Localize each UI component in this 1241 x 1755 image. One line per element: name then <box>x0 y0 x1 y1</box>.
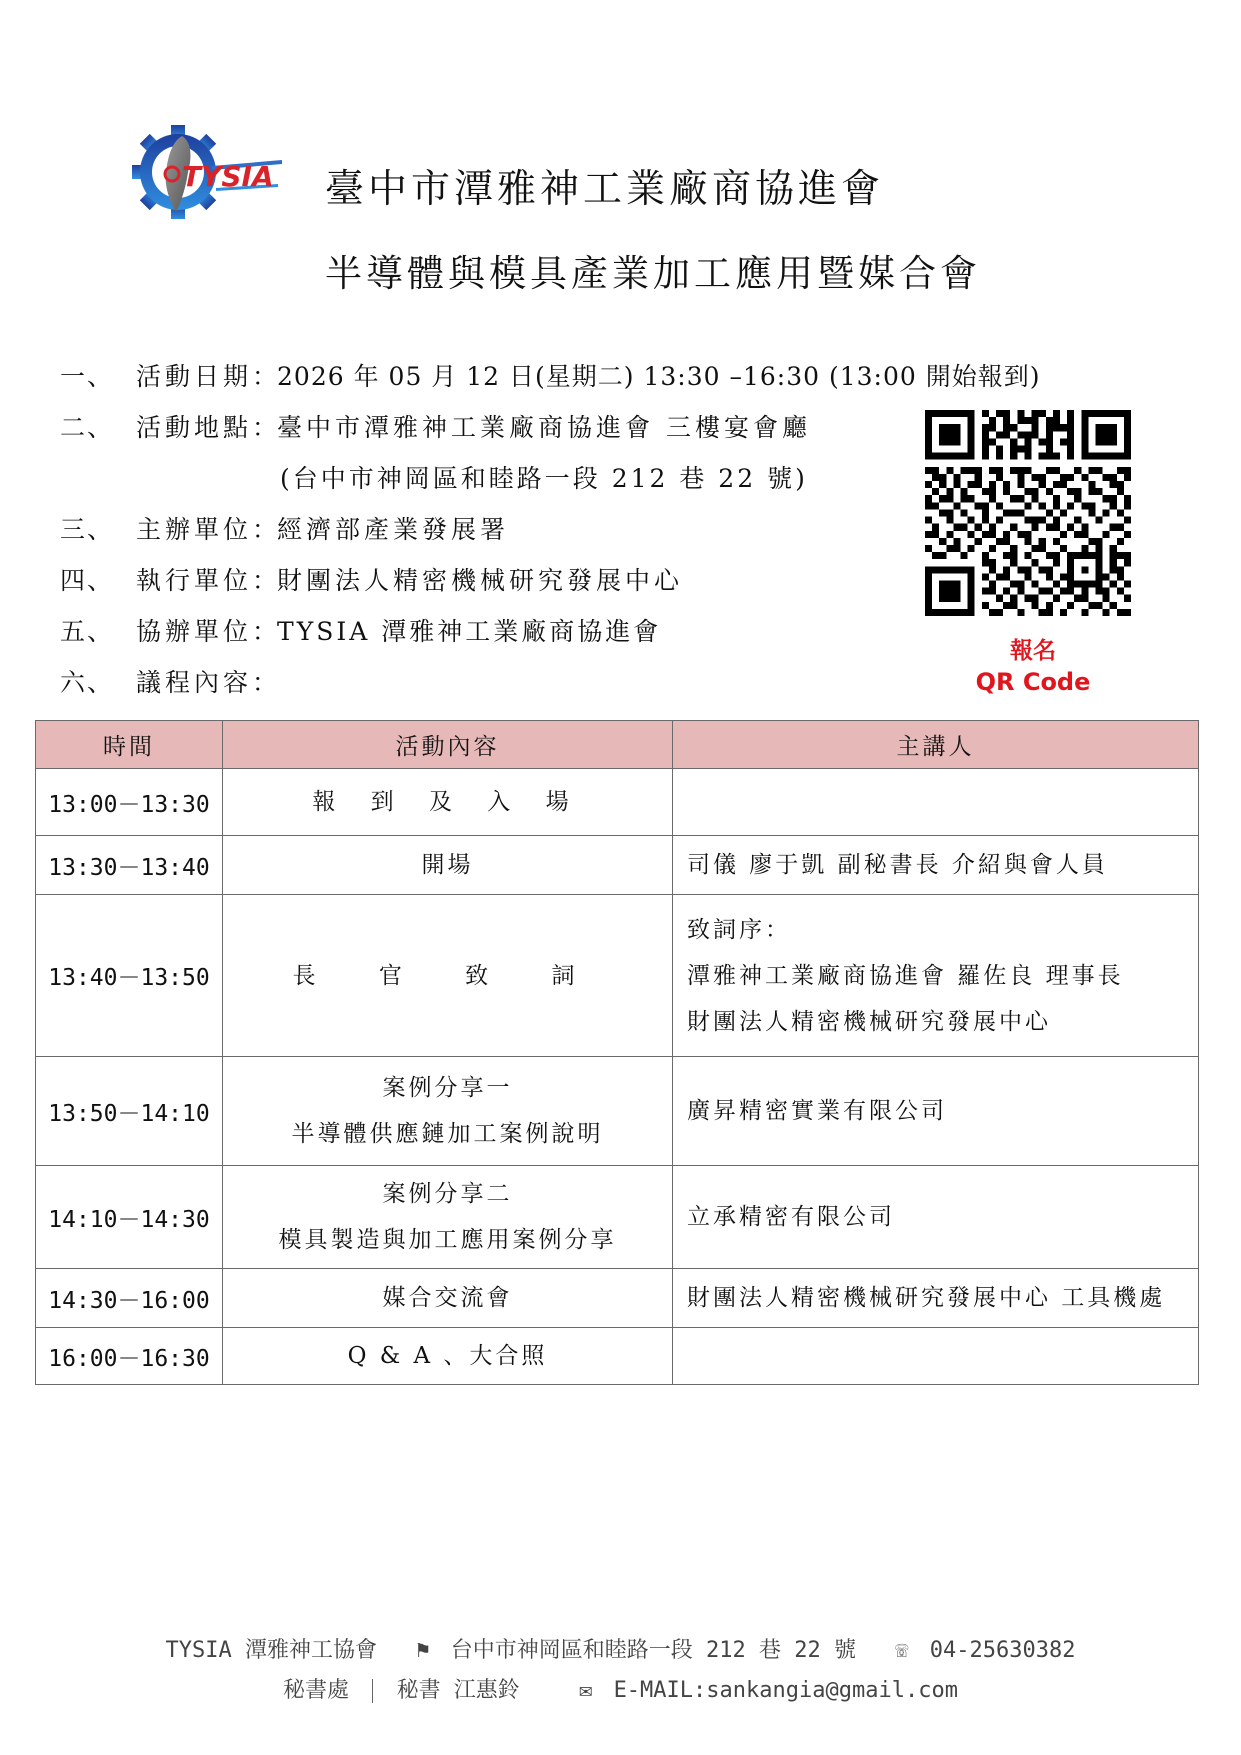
info-value-co-organizer: TYSIA 潭雅神工業廠商協進會 <box>277 617 662 646</box>
activity-text: 案例分享二 <box>382 1181 513 1207</box>
table-row <box>36 1328 1199 1385</box>
colon: ： <box>252 515 278 544</box>
info-number: 四、 <box>60 566 115 595</box>
time-cell: 13:40－13:50 <box>36 895 223 1057</box>
activity-cell <box>223 1269 673 1328</box>
time-cell: 13:50－14:10 <box>36 1057 223 1166</box>
info-label: 議程內容 <box>136 668 253 697</box>
time-cell: 13:30－13:40 <box>36 836 223 895</box>
speaker-cell <box>673 1269 1199 1328</box>
info-number: 五、 <box>60 617 115 646</box>
time-cell: 14:30－16:00 <box>36 1269 223 1328</box>
info-row-date <box>60 355 1040 395</box>
footer-address: 台中市神岡區和睦路一段 212 巷 22 號 <box>450 1638 856 1663</box>
colon: ： <box>252 566 278 595</box>
qr-caption-register: 報名 <box>1010 638 1056 664</box>
activity-text: 媒合交流會 <box>382 1285 513 1311</box>
column-header-speaker: 主講人 <box>673 721 1199 769</box>
table-row <box>36 1166 1199 1269</box>
activity-cell <box>223 1328 673 1385</box>
table-row <box>36 1269 1199 1328</box>
info-value-organizer: 經濟部產業發展署 <box>277 515 510 544</box>
footer-contact: 秘書 江惠鈴 <box>396 1678 520 1703</box>
table-row <box>36 769 1199 836</box>
gear-logo-icon <box>132 124 284 220</box>
speaker-text: 立承精密有限公司 <box>687 1204 895 1230</box>
agenda-header-row <box>36 721 1199 769</box>
colon: ： <box>252 362 278 391</box>
activity-cell <box>223 1166 673 1269</box>
footer-divider <box>372 1679 373 1703</box>
info-row-organizer <box>60 508 509 548</box>
info-value-address: (台中市神岡區和睦路一段 212 巷 22 號) <box>280 464 808 493</box>
activity-text: 半導體供應鏈加工案例說明 <box>291 1121 604 1147</box>
speaker-cell <box>673 1328 1199 1385</box>
tysia-logo <box>132 124 284 220</box>
colon: ： <box>252 413 278 442</box>
mail-icon: ✉ <box>579 1678 593 1703</box>
info-label: 主辦單位 <box>136 515 253 544</box>
speaker-cell <box>673 769 1199 836</box>
registration-qr-code[interactable] <box>925 410 1131 616</box>
info-number: 六、 <box>60 668 115 697</box>
activity-text: 案例分享一 <box>382 1075 513 1101</box>
speaker-cell <box>673 1166 1199 1269</box>
table-row <box>36 1057 1199 1166</box>
activity-text: Q & A 、大合照 <box>347 1343 548 1369</box>
info-value-date: 2026 年 05 月 12 日(星期二) 13:30 –16:30 (13:00 開始報到) <box>277 362 1041 391</box>
activity-cell <box>223 769 673 836</box>
colon: ： <box>252 668 278 697</box>
agenda-table <box>35 720 1199 1385</box>
activity-text: 模具製造與加工應用案例分享 <box>278 1227 617 1253</box>
info-label: 執行單位 <box>136 566 253 595</box>
time-cell: 13:00－13:30 <box>36 769 223 836</box>
footer-org: TYSIA 潭雅神工協會 <box>165 1638 378 1663</box>
footer-phone: 04-25630382 <box>929 1638 1076 1663</box>
speaker-text: 廣昇精密實業有限公司 <box>687 1098 947 1124</box>
info-row-executor <box>60 559 683 599</box>
info-number: 二、 <box>60 413 115 442</box>
column-header-time: 時間 <box>36 721 223 769</box>
info-row-location <box>60 406 811 446</box>
speaker-cell <box>673 895 1199 1057</box>
info-row-co-organizer <box>60 610 661 650</box>
info-row-agenda <box>60 661 277 701</box>
info-value-executor: 財團法人精密機械研究發展中心 <box>277 566 684 595</box>
info-label: 活動地點 <box>136 413 253 442</box>
speaker-text: 財團法人精密機械研究發展中心 工具機處 <box>687 1285 1166 1311</box>
info-row-address <box>280 457 808 497</box>
time-cell: 16:00－16:30 <box>36 1328 223 1385</box>
qr-code-icon <box>925 410 1131 616</box>
table-row <box>36 895 1199 1057</box>
speaker-text: 財團法人精密機械研究發展中心 <box>687 1008 1051 1035</box>
info-number: 一、 <box>60 362 115 391</box>
table-row <box>36 836 1199 895</box>
event-title: 半導體與模具產業加工應用暨媒合會 <box>325 252 981 295</box>
speaker-text: 致詞序： <box>687 916 791 943</box>
time-cell: 14:10－14:30 <box>36 1166 223 1269</box>
svg-text:TYSIA: TYSIA <box>182 160 274 193</box>
qr-caption <box>960 636 1106 698</box>
org-name-title: 臺中市潭雅神工業廠商協進會 <box>325 167 885 212</box>
info-label: 協辦單位 <box>136 617 253 646</box>
phone-icon: ☏ <box>895 1638 909 1663</box>
activity-cell <box>223 836 673 895</box>
footer-dept: 秘書處 <box>283 1678 350 1703</box>
footer-line-2 <box>0 1673 1241 1704</box>
info-value-location: 臺中市潭雅神工業廠商協進會 三樓宴會廳 <box>277 413 811 442</box>
flag-icon: ⚑ <box>416 1638 430 1663</box>
colon: ： <box>252 617 278 646</box>
activity-text: 報 到 及 入 場 <box>312 789 583 815</box>
activity-cell <box>223 1057 673 1166</box>
speaker-text: 潭雅神工業廠商協進會 羅佐良 理事長 <box>687 962 1124 989</box>
activity-text: 開場 <box>421 852 474 878</box>
info-label: 活動日期 <box>136 362 253 391</box>
qr-caption-qrcode: QR Code <box>975 668 1091 696</box>
speaker-text: 司儀 廖于凱 副秘書長 介紹與會人員 <box>687 852 1108 878</box>
speaker-cell <box>673 836 1199 895</box>
info-number: 三、 <box>60 515 115 544</box>
activity-cell <box>223 895 673 1057</box>
column-header-activity: 活動內容 <box>223 721 673 769</box>
footer-line-1 <box>0 1633 1241 1664</box>
speaker-cell <box>673 1057 1199 1166</box>
activity-text: 長 官 致 詞 <box>292 962 603 989</box>
footer-email[interactable]: E-MAIL:sankangia@gmail.com <box>613 1678 958 1703</box>
